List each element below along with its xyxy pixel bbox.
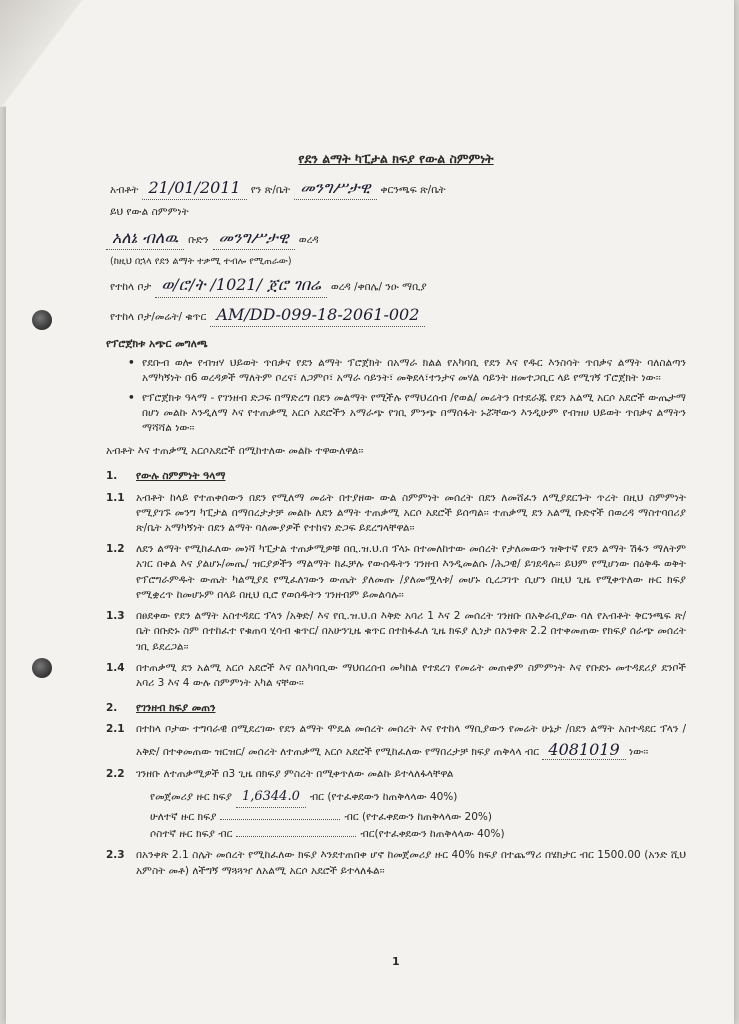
header-line6-pre: የተከላ ቦታ/መሬት/ ቁጥር [110, 310, 207, 323]
payment-blank [220, 819, 340, 820]
item-2-1-text-pre: በተከላ ቦታው ተግባራዊ በሚደረገው የደን ልማት ሞዴል መሰረት መሰረት እና የተከላ ማቢያውን የመሬት ሁኔታ /በደን ልማት አስተዳደር ፕላን /አቅድ/ በተቀመጠው ዝርዝር/ መሰረት ለተጠቃሚ አርሶ አደሮች የሚከፈለው የማበረታቻ ክፍያ ጠቅላላ ብር [136, 723, 686, 758]
header-line1-post: ቀርንጫፍ ጽ/ቤት [380, 184, 446, 197]
project-bullet-2-text: የፕሮጀክቱ ዓላማ - የገንዘብ ድጋፍ በማድረግ በደን መልማት የሚችሉ የማህረሰብ /የወል/ መሬትን በተደራጁ የደን አልሚ አርሶ አደሮች ውጤታማ በሆነ መልኩ እንዲለማ እና የተጠቃሚ አርሶ አደሮችን አማራጭ የገቢ ምንጭ በማሰፋት ኑሯቸውን እንዲሁም የብዝሀ ህይወት ጥበቃና ልማትን ማሻሻል ነው፡፡ [142, 391, 686, 434]
punch-hole-top [32, 310, 52, 330]
section-1-item [106, 609, 686, 655]
item-number: 2.1 [106, 723, 125, 736]
item-number: 1.3 [106, 610, 125, 623]
item-text [136, 722, 686, 760]
agreement-statement: አብቶት እና ተጠቃሚ አርሶአደሮች በሚከተለው መልኩ ተዋውለዋል፡፡ [106, 445, 364, 458]
header-line-6 [106, 303, 686, 327]
section-1-heading-row [106, 469, 686, 484]
payment-note: ብር (የተፈቀደውን ከጠቅላላው 40%) [309, 791, 458, 804]
section-2-number: 2. [106, 702, 118, 715]
header-line-4 [106, 255, 686, 269]
header-line-3 [106, 226, 686, 250]
project-bullet-1-text: የደቡብ ወሎ የብዝሃ ህይወት ጥበቃና የደን ልማት ፕሮጀክት በአማራ ክልል የአካባቢ የደን እና የዱር እንስሳት ጥበቃና ልማት ባለስልጣን አማካኝነት በ6 ወረዳዎች ማለትም ቦረና፣ ለጋምቦ፣ አማራ ሳይንት፣ መቅደላ፣ተንታና መሃል ሳይንት ዘመተጋቢር ላይ የሚገኝ ፕሮጀክት ነው፡፡ [142, 357, 686, 385]
item-text: በአንቀጽ 2.1 ስሌት መሰረት የሚከፈለው ክፍያ እንደተጠበቀ ሆኖ ከመጀመሪያ ዙር 40% ክፍያ በተጨማሪ በሄክታር ብር 1500.00 (አንድ ሺህ አምስት መቶ) ለችግኝ ማጓጓዣ ለአልሚ አርሶ አደሮች ይተላለፋል፡፡ [136, 849, 686, 877]
handwritten-branch-name: መንግሥታዊ [294, 176, 376, 200]
handwritten-group-name: መንግሥታዊ [213, 226, 295, 250]
payment-row [146, 810, 686, 825]
punch-hole-bottom [32, 658, 52, 678]
handwritten-date: 21/01/2011 [142, 176, 246, 200]
header-line1-pre: አብቶት [110, 184, 139, 197]
bullet-dot-icon: • [128, 357, 135, 370]
handwritten-payment-amount: 1,6344.0 [236, 788, 306, 808]
document-title: የደን ልማት ካፒታል ክፍያ የውል ስምምነት [298, 151, 494, 166]
folded-corner [0, 0, 125, 109]
item-text: ገንዘቡ ለተጠቃሚዎች በ3 ጊዜ በክፍያ ምስረት በሚቀጥለው መልኩ ይተላለፋላቸዋል [136, 767, 454, 780]
header-line1-mid: የን ጽ/ቤት [250, 184, 291, 197]
bullet-dot-icon: • [128, 391, 135, 404]
header-line5-pre: የተከላ ቦታ [110, 281, 152, 294]
section-2-item [106, 848, 686, 878]
header-line-5 [106, 273, 686, 297]
item-text: በተጠቃሚ ደን አልሚ አርሶ አደሮች እና በአካባቢው ማህበረሰብ መካከል የተደረገ የመሬት መጠቀም ስምምነት እና የቡድኑ መተዳደሪያ ደንቦች አባሪ 3 እና 4 ውሉ ስምምነት አካል ናቸው፡፡ [136, 661, 686, 690]
section-2-item [106, 767, 686, 782]
section-1-heading: የውሉ ስምምነት ዓላማ [136, 470, 226, 483]
item-text: በፀደቀው የደን ልማት አስተዳደር ፕላን /አቅድ/ እና የቢ.ዝ.ህ.በ እቅድ አባሪ 1 እና 2 መሰረት ገንዘቡ በአቅራቢያው ባለ የአብቶት ቅርንጫፍ ጽ/ቤት በቡድኑ ስም በተከፈተ የቁጠባ ሂሳብ ቁጥር/ በአሁንጊዜ ቁጥር በተከፋፈለ ጊዜ ክፍያ ሊነታ በአንቀጽ 2.2 በተቀመጠው የክፍያ ሰራጭ መሰረት ገቢ ይደረጋል፡፡ [136, 610, 686, 653]
section-2-heading: የገንዘብ ክፍያ መጠን [136, 702, 216, 715]
header-line3-mid: ቡድን [188, 233, 209, 246]
header-line4: (ከዚህ በኋላ የደን ልማት ተቃሚ ተብሎ የሚጠራው) [110, 255, 292, 267]
item-number: 2.2 [106, 767, 125, 780]
item-text: ለደን ልማት የሚከፈለው መነሻ ካፒታል ተጠቃሚዎቹ በቢ.ዝ.ህ.በ ፕላኑ በተመለከተው መሰረት የታለመውን ዝቅተኛ የደን ልማት ሽፋን ማለትም አገር በቀል እና ያልሆኑ/መጤ/ ዝርያዎችን ማልማት ከፈቻሉ የውሰዱትን ገንዘብ እንዲመልሱ /ሕጋዊ/ ይገደዳሉ፡፡ ይህም የሚሆነው በዕቅዱ ወቅት የፕሮግራምዱት ውጤት ካልሚያደ የሚፈለገውን ውጤት ያለመጡ /ያለመሟላቱ/ መሆኑ ሲረጋገጥ ሲሆን በዚህ ጊዜ የሚቀጥለው ዙር ክፍያ የሚቋረጥ ከመሆኑም በላይ በዚህ ቢሮ የወሰዱትን ገንዘብም ይመልሳሉ፡፡ [136, 543, 686, 601]
section-2-heading-row [106, 701, 686, 716]
section-1 [106, 469, 686, 691]
project-bullet-2 [128, 391, 686, 437]
item-text: አብቶት ከላይ የተጠቀሰውን በደን የሚለማ መሬት በተያዘው ውል ስምምነት መሰረት በደን ለመሸፈን ለሚያደርጉት ጥረት በዚህ ስምምነት የሚያገኙ መንግ ካፒታል በማበረታታቻ መልኩ ለደን ልማት ተጠቃሚ አርሶ አደሮች ይሰጣል፡፡ ተጠቃሚ ደን አልሚ ቡድኖች በወረዳ ማስተባበሪያ ጽ/ቤት አማካኝነት በደን ልማት ባለሙያዎች የተከናነ ድጋፍ ይደረግላቸዋል፡፡ [136, 491, 686, 535]
section-1-item [106, 542, 686, 603]
payment-label: ሶስተኛ ዙር ክፍያ ብር [150, 828, 233, 841]
document-page [6, 0, 734, 1024]
header-line-2 [106, 205, 686, 220]
project-heading: የፕሮጀክቱ አጭር መግለጫ [106, 337, 208, 350]
item-number: 1.2 [106, 543, 125, 556]
header-line5-post: ወረዳ /ቀበሌ/ ንዑ ማቢያ [330, 281, 427, 294]
payment-blank [236, 836, 356, 837]
handwritten-person-name: አለኔ ብለዉ [106, 226, 184, 250]
section-2-item [106, 722, 686, 760]
handwritten-total-amount: 4081019 [542, 740, 625, 760]
handwritten-site-location: ወ/ሮ/ት /1021/ ጀሮ ገበሬ [155, 273, 327, 297]
section-1-item [106, 661, 686, 691]
payment-row [146, 827, 686, 842]
item-2-1-text-post: ነው፡፡ [629, 745, 649, 758]
payment-label: የመጀመሪያ ዙር ክፍያ [150, 791, 232, 804]
document-body [106, 150, 686, 885]
section-2 [106, 701, 686, 879]
header-line-1 [106, 176, 686, 200]
item-number: 1.4 [106, 661, 125, 674]
page-number: 1 [392, 955, 400, 968]
payment-row [146, 788, 686, 808]
section-1-number: 1. [106, 470, 118, 483]
payment-schedule [146, 788, 686, 842]
payment-label: ሁለተኛ ዙር ክፍያ [150, 810, 217, 823]
payment-note: ብር (የተፈቀደውን ከጠቅላላው 20%) [344, 810, 492, 823]
payment-note: ብር(የተፈቀደውን ከጠቅላላው 40%) [360, 828, 505, 841]
project-bullet-1 [128, 356, 686, 386]
section-1-item [106, 491, 686, 537]
item-number: 2.3 [106, 849, 125, 862]
header-line3-post: ወረዳ [298, 233, 319, 246]
project-section [106, 337, 686, 460]
item-number: 1.1 [106, 491, 125, 504]
header-line2: ይህ የውል ስምምነት [110, 206, 189, 219]
handwritten-site-number: AM/DD-099-18-2061-002 [210, 303, 425, 327]
